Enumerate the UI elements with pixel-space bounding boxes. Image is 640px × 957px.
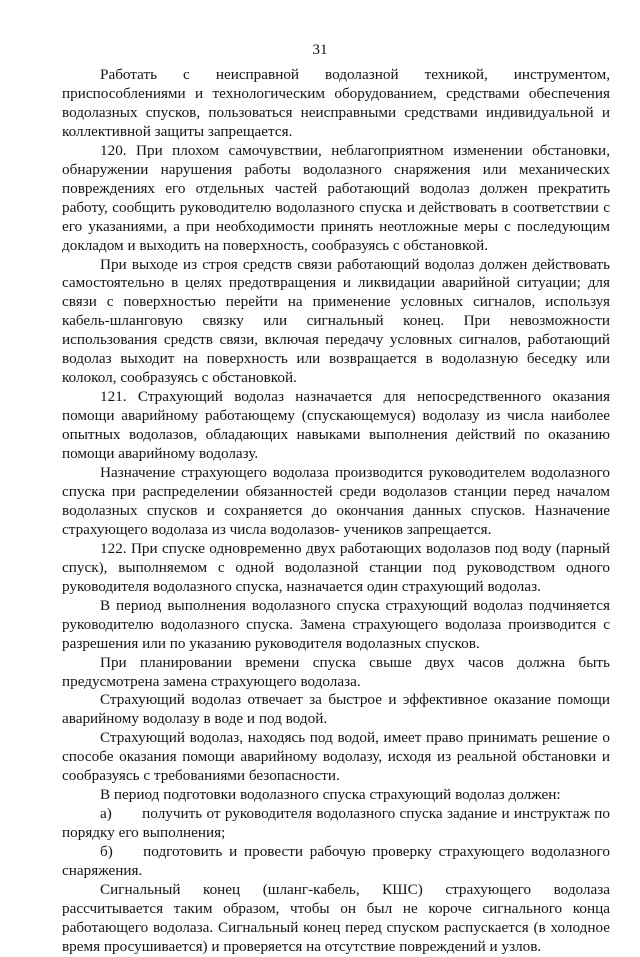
- paragraph-signal-line: Сигнальный конец (шланг-кабель, КШС) страхующего водолаза рассчитывается таким образом, чтобы он был не короче сигнального конца работающего водолаза. Сигнальный конец перед спуском распускается (в холодное время просушивается) и проверяется на отсутствие повреждений и узлов.: [62, 880, 610, 955]
- paragraph-122: 122. При спуске одновременно двух работающих водолазов под воду (парный спуск), выполняемом с одной водолазной станции под руководством одного руководителя водолазного спуска, назначается один страхующий водолаз.: [62, 539, 610, 595]
- page-number: 31: [312, 41, 328, 58]
- paragraph-responsibility: Страхующий водолаз отвечает за быстрое и эффективное оказание помощи аварийному водолазу в воде и под водой.: [62, 691, 610, 728]
- document-body: [62, 66, 610, 957]
- list-item-a: а) получить от руководителя водолазного спуска задание и инструктаж по порядку его выполнения;: [62, 805, 610, 842]
- paragraph-communication-failure: При выходе из строя средств связи работающий водолаз должен действовать самостоятельно в целях предотвращения и ликвидации аварийной ситуации; для связи с поверхностью перейти на применение условных сигналов, используя кабель-шланговую связку или сигнальный конец. При невозможности использования средств связи, включая передачу условных сигналов, работающий водолаз выходит на поверхность или возвращается в водолазную беседку или колокол, сообразуясь с обстановкой.: [62, 255, 610, 387]
- paragraph-120: 120. При плохом самочувствии, неблагоприятном изменении обстановки, обнаружении нарушения работы водолазного снаряжения или механических повреждениях его отдельных частей работающий водолаз должен прекратить работу, сообщить руководителю водолазного спуска и действовать в соответствии с его указаниями, а при необходимости принять неотложные меры с последующим докладом и выходить на поверхность, сообразуясь с обстановкой.: [62, 141, 610, 254]
- paragraph-replacement: При планировании времени спуска свыше двух часов должна быть предусмотрена замена страхующего водолаза.: [62, 653, 610, 690]
- paragraph-subordination: В период выполнения водолазного спуска страхующий водолаз подчиняется руководителю водолазного спуска. Замена страхующего водолаза производится с разрешения или по указанию руководителя водолазных спусков.: [62, 596, 610, 652]
- paragraph-121: 121. Страхующий водолаз назначается для непосредственного оказания помощи аварийному работающему (спускающемуся) водолазу из числа наиболее опытных водолазов, обладающих навыками выполнения действий по оказанию помощи аварийному водолазу.: [62, 388, 610, 463]
- list-item-b: б) подготовить и провести рабочую проверку страхующего водолазного снаряжения.: [62, 843, 610, 880]
- paragraph-faulty-equipment: Работать с неисправной водолазной техникой, инструментом, приспособлениями и технологическим оборудованием, средствами обеспечения водолазных спусков, пользоваться неисправными средствами индивидуальной и коллективной защиты запрещается.: [62, 66, 610, 140]
- paragraph-preparation-intro: В период подготовки водолазного спуска страхующий водолаз должен:: [100, 786, 561, 804]
- paragraph-decision-right: Страхующий водолаз, находясь под водой, имеет право принимать решение о способе оказания помощи аварийному водолазу, исходя из реальной обстановки и сообразуясь с требованиями безопасности.: [62, 729, 610, 785]
- paragraph-standby-assignment: Назначение страхующего водолаза производится руководителем водолазного спуска при распределении обязанностей среди водолазов станции перед началом водолазных спусков и сохраняется до окончания данных спусков. Назначение страхующего водолаза из числа водолазов- учеников запрещается.: [62, 464, 610, 538]
